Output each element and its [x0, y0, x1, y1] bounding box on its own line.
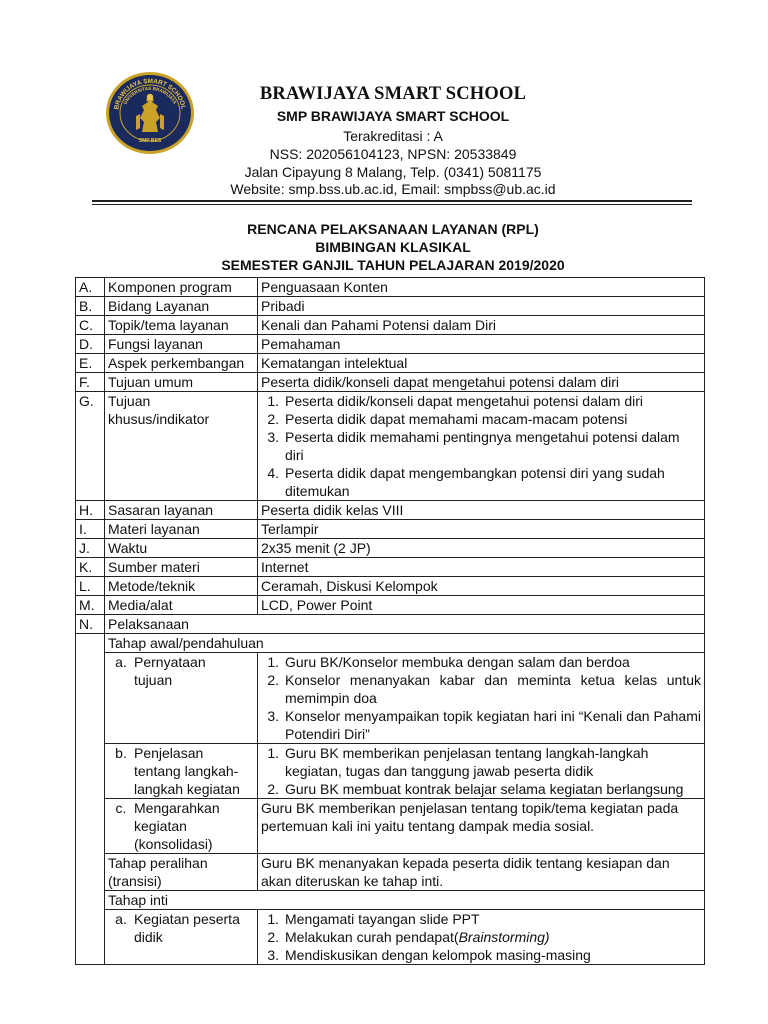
substage-label: c. Mengarahkan kegiatan (konsolidasi)	[105, 799, 258, 854]
row-code: G.	[76, 392, 105, 501]
row-label	[105, 392, 258, 501]
row-label: Fungsi layanan	[105, 335, 258, 354]
row-value	[258, 653, 705, 744]
row-code: F.	[76, 373, 105, 392]
row-value: Guru BK memberikan penjelasan tentang topik/tema kegiatan pada pertemuan kali ini yaitu tentang dampak media sosial.	[258, 799, 705, 854]
table-row	[76, 354, 705, 373]
row-code: A.	[76, 278, 105, 297]
table-row	[76, 278, 705, 297]
row-value: Guru BK menanyakan kepada peserta didik tentang kesiapan dan akan diteruskan ke tahap inti.	[258, 854, 705, 891]
table-row	[76, 634, 705, 653]
stage-heading: Tahap inti	[105, 891, 705, 910]
row-code: D.	[76, 335, 105, 354]
activity-list	[261, 910, 701, 964]
list-item: 3. Peserta didik memahami pentingnya mengetahui potensi dalam diri	[267, 429, 680, 463]
table-row	[76, 316, 705, 335]
list-item: 3. Konselor menyampaikan topik kegiatan hari ini “Kenali dan Pahami Potendiri Diri”	[267, 708, 701, 742]
row-value: Pemahaman	[258, 335, 705, 354]
substage-label: b. Penjelasan tentang langkah- langkah kegiatan	[105, 744, 258, 799]
substage-label: a. Pernyataan tujuan	[105, 653, 258, 744]
row-value: Terlampir	[258, 520, 705, 539]
row-value: Ceramah, Diskusi Kelompok	[258, 577, 705, 596]
row-code: B.	[76, 297, 105, 316]
table-row	[76, 891, 705, 910]
row-value: Peserta didik kelas VIII	[258, 501, 705, 520]
row-label: Tujuan umum	[105, 373, 258, 392]
stage-heading: Tahap awal/pendahuluan	[105, 634, 705, 653]
row-label: Sasaran layanan	[105, 501, 258, 520]
row-value: Kematangan intelektual	[258, 354, 705, 373]
table-row	[76, 653, 705, 744]
table-row	[76, 558, 705, 577]
table-row	[76, 297, 705, 316]
row-value: Kenali dan Pahami Potensi dalam Diri	[258, 316, 705, 335]
svg-text:SMP BSS: SMP BSS	[138, 138, 162, 144]
list-item: 2. Konselor menanyakan kabar dan meminta ketua kelas untuk memimpin doa	[267, 672, 701, 706]
row-label: Pelaksanaan	[105, 615, 705, 634]
table-row	[76, 799, 705, 854]
row-value: Pribadi	[258, 297, 705, 316]
row-label: Sumber materi	[105, 558, 258, 577]
school-ids: NSS: 202056104123, NPSN: 20533849	[269, 146, 517, 162]
list-item: 1. Mengamati tayangan slide PPT	[267, 911, 480, 927]
svg-text:UNIVERSITAS BRAWIJAYA: UNIVERSITAS BRAWIJAYA	[122, 85, 178, 106]
row-label: Waktu	[105, 539, 258, 558]
table-row	[76, 596, 705, 615]
row-value	[258, 910, 705, 965]
header-divider-thin	[92, 204, 692, 205]
doc-title: RENCANA PELAKSANAAN LAYANAN (RPL)	[247, 221, 539, 237]
row-label: Materi layanan	[105, 520, 258, 539]
row-value: Internet	[258, 558, 705, 577]
row-code: N.	[76, 615, 105, 634]
header-divider-thick	[92, 200, 692, 202]
row-label: Bidang Layanan	[105, 297, 258, 316]
rpl-table	[75, 277, 705, 965]
list-item: 1. Guru BK/Konselor membuka dengan salam dan berdoa	[267, 654, 630, 670]
list-item: 3. Mendiskusikan dengan kelompok masing-masing	[267, 947, 591, 963]
school-name: BRAWIJAYA SMART SCHOOL	[259, 84, 527, 104]
row-value: 2x35 menit (2 JP)	[258, 539, 705, 558]
row-code: M.	[76, 596, 105, 615]
row-label: Media/alat	[105, 596, 258, 615]
row-code-spacer	[76, 634, 105, 965]
table-row	[76, 373, 705, 392]
table-row	[76, 615, 705, 634]
list-item: 2. Peserta didik dapat memahami macam-macam potensi	[267, 411, 628, 427]
list-item: 4. Peserta didik dapat mengembangkan potensi diri yang sudah ditemukan	[267, 465, 665, 499]
row-label-line: khusus/indikator	[108, 411, 210, 427]
doc-semester: SEMESTER GANJIL TAHUN PELAJARAN 2019/2020	[221, 257, 565, 273]
table-row	[76, 577, 705, 596]
activity-list	[261, 744, 701, 798]
table-row	[76, 392, 705, 501]
table-row	[76, 520, 705, 539]
svg-text:BRAWIJAYA SMART SCHOOL: BRAWIJAYA SMART SCHOOL	[113, 77, 187, 111]
list-item: 1. Guru BK memberikan penjelasan tentang langkah-langkah kegiatan, tugas dan tanggung jawab peserta didik	[267, 745, 649, 779]
row-label-line: Tujuan	[108, 393, 151, 409]
stage-label: Tahap peralihan (transisi)	[105, 854, 258, 891]
table-row	[76, 501, 705, 520]
row-value	[258, 392, 705, 501]
table-row	[76, 539, 705, 558]
school-subtitle: SMP BRAWIJAYA SMART SCHOOL	[276, 108, 510, 124]
table-row	[76, 744, 705, 799]
school-website: Website: smp.bss.ub.ac.id, Email: smpbss@ub.ac.id	[230, 181, 556, 197]
activity-list	[261, 653, 701, 743]
row-label: Komponen program	[105, 278, 258, 297]
table-row	[76, 335, 705, 354]
list-item: 2. Melakukan curah pendapat(Brainstorming)	[267, 929, 550, 945]
table-row	[76, 910, 705, 965]
row-value	[258, 744, 705, 799]
row-code: E.	[76, 354, 105, 373]
row-value: Penguasaan Konten	[258, 278, 705, 297]
doc-subtitle: BIMBINGAN KLASIKAL	[315, 239, 471, 255]
table-row	[76, 854, 705, 891]
row-code: I.	[76, 520, 105, 539]
row-code: K.	[76, 558, 105, 577]
row-code: J.	[76, 539, 105, 558]
row-label: Aspek perkembangan	[105, 354, 258, 373]
row-value: LCD, Power Point	[258, 596, 705, 615]
list-item: 2. Guru BK membuat kontrak belajar selama kegiatan berlangsung	[267, 781, 684, 797]
row-label: Metode/teknik	[105, 577, 258, 596]
row-code: L.	[76, 577, 105, 596]
row-value: Peserta didik/konseli dapat mengetahui potensi dalam diri	[258, 373, 705, 392]
list-item: 1. Peserta didik/konseli dapat mengetahui potensi dalam diri	[267, 393, 643, 409]
row-code: C.	[76, 316, 105, 335]
objectives-list	[261, 392, 701, 500]
row-label: Topik/tema layanan	[105, 316, 258, 335]
substage-label: a. Kegiatan peserta didik	[105, 910, 258, 965]
row-code: H.	[76, 501, 105, 520]
accreditation: Terakreditasi : A	[343, 128, 443, 144]
school-address: Jalan Cipayung 8 Malang, Telp. (0341) 5081175	[244, 164, 542, 180]
